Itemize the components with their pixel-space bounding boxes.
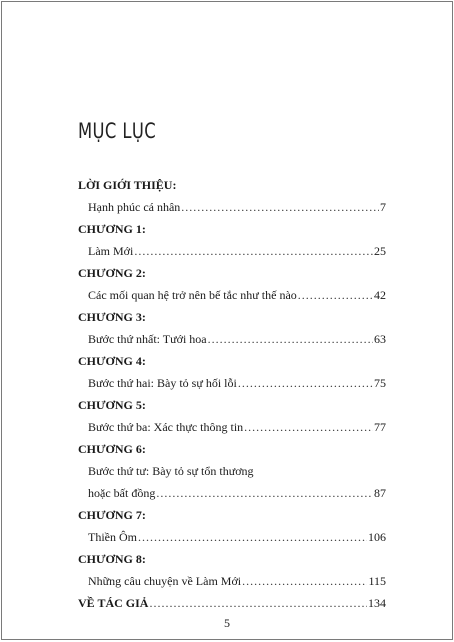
dot-leader [156, 487, 373, 500]
toc-page-number: 25 [374, 244, 386, 258]
toc-page-number: 75 [374, 376, 386, 390]
toc-entry-label: Bước thứ nhất: Tưới hoa [88, 332, 207, 346]
toc-heading-label: CHƯƠNG 2: [78, 266, 146, 280]
toc-heading-label: CHƯƠNG 4: [78, 354, 146, 368]
toc-heading-intro [78, 179, 386, 201]
page-number: 5 [224, 616, 230, 630]
dot-leader [134, 245, 373, 258]
dot-leader [149, 597, 367, 610]
toc-page-number: 134 [368, 596, 386, 610]
toc-heading-chapter-6 [78, 443, 386, 465]
toc-heading-label: VỀ TÁC GIẢ [78, 596, 149, 610]
toc-entry-label: Thiền Ôm [88, 530, 137, 544]
book-page [1, 1, 453, 640]
dot-leader [138, 531, 367, 544]
toc-heading-label: LỜI GIỚI THIỆU: [78, 178, 177, 192]
toc-heading-chapter-5 [78, 399, 386, 421]
dot-leader [244, 421, 373, 434]
toc-page-number: 7 [380, 200, 386, 214]
dot-leader [242, 575, 367, 588]
toc-entry-label: Bước thứ ba: Xác thực thông tin [88, 420, 244, 434]
toc-entry-label: hoặc bất đồng [88, 486, 156, 500]
toc-heading-label: CHƯƠNG 1: [78, 222, 146, 236]
dot-leader [208, 333, 373, 346]
toc-page-number: 115 [368, 574, 386, 588]
toc-entry-label: Làm Mới [88, 244, 134, 258]
toc-entry-chapter-3[interactable] [78, 333, 386, 355]
toc-entry-chapter-1[interactable] [78, 245, 386, 267]
toc-entry-chapter-2[interactable] [78, 289, 386, 311]
toc-entry-label: Những câu chuyện về Làm Mới [88, 574, 242, 588]
toc-heading-label: CHƯƠNG 5: [78, 398, 146, 412]
toc-heading-chapter-7 [78, 509, 386, 531]
toc-heading-label: CHƯƠNG 3: [78, 310, 146, 324]
toc-entry-label: Hạnh phúc cá nhân [88, 200, 181, 214]
toc-page-number: 42 [374, 288, 386, 302]
toc-entry-label: Bước thứ tư: Bày tỏ sự tổn thương [88, 464, 254, 478]
dot-leader [238, 377, 373, 390]
table-of-contents [78, 179, 386, 619]
toc-entry-chapter-6-line-2[interactable] [78, 487, 386, 509]
dot-leader [298, 289, 373, 302]
toc-entry-chapter-7[interactable] [78, 531, 386, 553]
toc-entry-label: Các mối quan hệ trở nên bế tắc như thế nào [88, 288, 297, 302]
toc-entry-chapter-6-line-1[interactable] [78, 465, 386, 487]
toc-heading-label: CHƯƠNG 8: [78, 552, 146, 566]
dot-leader [181, 201, 379, 214]
toc-heading-label: CHƯƠNG 7: [78, 508, 146, 522]
toc-page-number: 63 [374, 332, 386, 346]
toc-heading-chapter-4 [78, 355, 386, 377]
toc-entry-label: Bước thứ hai: Bày tỏ sự hối lỗi [88, 376, 237, 390]
toc-heading-chapter-3 [78, 311, 386, 333]
toc-page-number: 87 [374, 486, 386, 500]
toc-page-number: 106 [368, 530, 386, 544]
toc-page-number: 77 [374, 420, 386, 434]
toc-heading-chapter-2 [78, 267, 386, 289]
toc-heading-chapter-8 [78, 553, 386, 575]
toc-entry-chapter-8[interactable] [78, 575, 386, 597]
toc-entry-chapter-4[interactable] [78, 377, 386, 399]
toc-entry-intro[interactable] [78, 201, 386, 223]
toc-entry-chapter-5[interactable] [78, 421, 386, 443]
toc-heading-chapter-1 [78, 223, 386, 245]
toc-heading-label: CHƯƠNG 6: [78, 442, 146, 456]
toc-title: MỤC LỤC [78, 119, 157, 143]
